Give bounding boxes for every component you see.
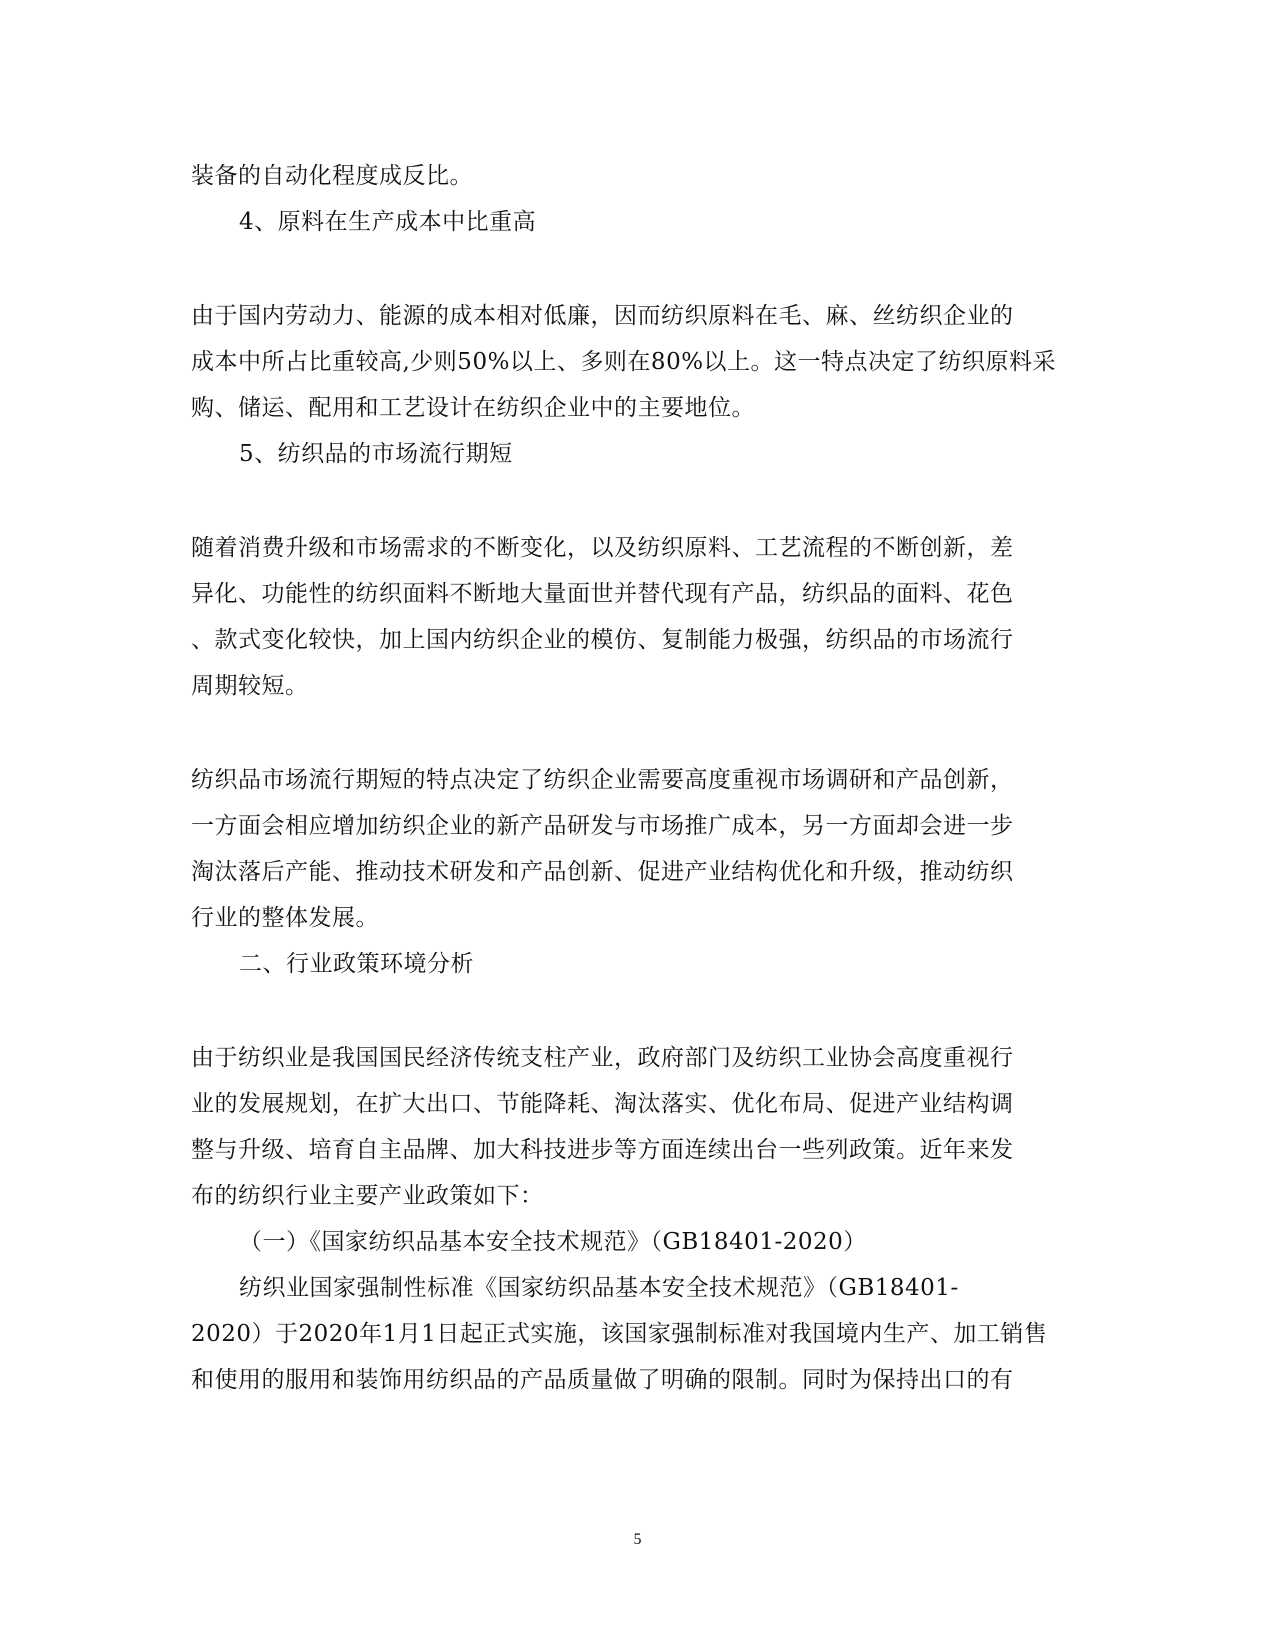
paragraph-line: 成本中所占比重较高,少则50%以上、多则在80%以上。这一特点决定了纺织原料采 [191,349,1057,375]
paragraph-line: 购、储运、配用和工艺设计在纺织企业中的主要地位。 [191,395,755,421]
section-heading: 5、纺织品的市场流行期短 [239,441,513,467]
paragraph-gap [191,987,1071,1035]
paragraph-line: 和使用的服用和装饰用纺织品的产品质量做了明确的限制。同时为保持出口的有 [191,1367,1014,1393]
paragraph-line: 周期较短。 [191,673,309,699]
paragraph-gap [191,709,1071,757]
subsection-heading: （一）《国家纺织品基本安全技术规范》（GB18401-2020） [239,1229,867,1255]
page-number: 5 [633,1531,642,1548]
paragraph-line: 随着消费升级和市场需求的不断变化，以及纺织原料、工艺流程的不断创新，差 [191,535,1014,561]
paragraph-line: 一方面会相应增加纺织企业的新产品研发与市场推广成本，另一方面却会进一步 [191,813,1014,839]
document-body [191,153,1071,1403]
paragraph-line: 整与升级、培育自主品牌、加大科技进步等方面连续出台一些列政策。近年来发 [191,1137,1014,1163]
paragraph-line: 由于纺织业是我国国民经济传统支柱产业，政府部门及纺织工业协会高度重视行 [191,1045,1014,1071]
paragraph-line: 纺织品市场流行期短的特点决定了纺织企业需要高度重视市场调研和产品创新， [191,767,1014,793]
paragraph-gap [191,245,1071,293]
section-heading: 二、行业政策环境分析 [239,951,474,977]
paragraph-line: 纺织业国家强制性标准《国家纺织品基本安全技术规范》（GB18401- [239,1275,959,1301]
paragraph-line: 异化、功能性的纺织面料不断地大量面世并替代现有产品，纺织品的面料、花色 [191,581,1014,607]
paragraph-line: 业的发展规划，在扩大出口、节能降耗、淘汰落实、优化布局、促进产业结构调 [191,1091,1014,1117]
paragraph-line: 布的纺织行业主要产业政策如下： [191,1183,544,1209]
section-heading: 4、原料在生产成本中比重高 [239,209,537,235]
paragraph-line: 2020）于2020年1月1日起正式实施，该国家强制标准对我国境内生产、加工销售 [191,1321,1048,1347]
paragraph-gap [191,477,1071,525]
paragraph-line: 、款式变化较快，加上国内纺织企业的模仿、复制能力极强，纺织品的市场流行 [191,627,1014,653]
paragraph-line: 行业的整体发展。 [191,905,379,931]
paragraph-line: 装备的自动化程度成反比。 [191,163,473,189]
paragraph-line: 淘汰落后产能、推动技术研发和产品创新、促进产业结构优化和升级，推动纺织 [191,859,1014,885]
paragraph-line: 由于国内劳动力、能源的成本相对低廉，因而纺织原料在毛、麻、丝纺织企业的 [191,303,1014,329]
